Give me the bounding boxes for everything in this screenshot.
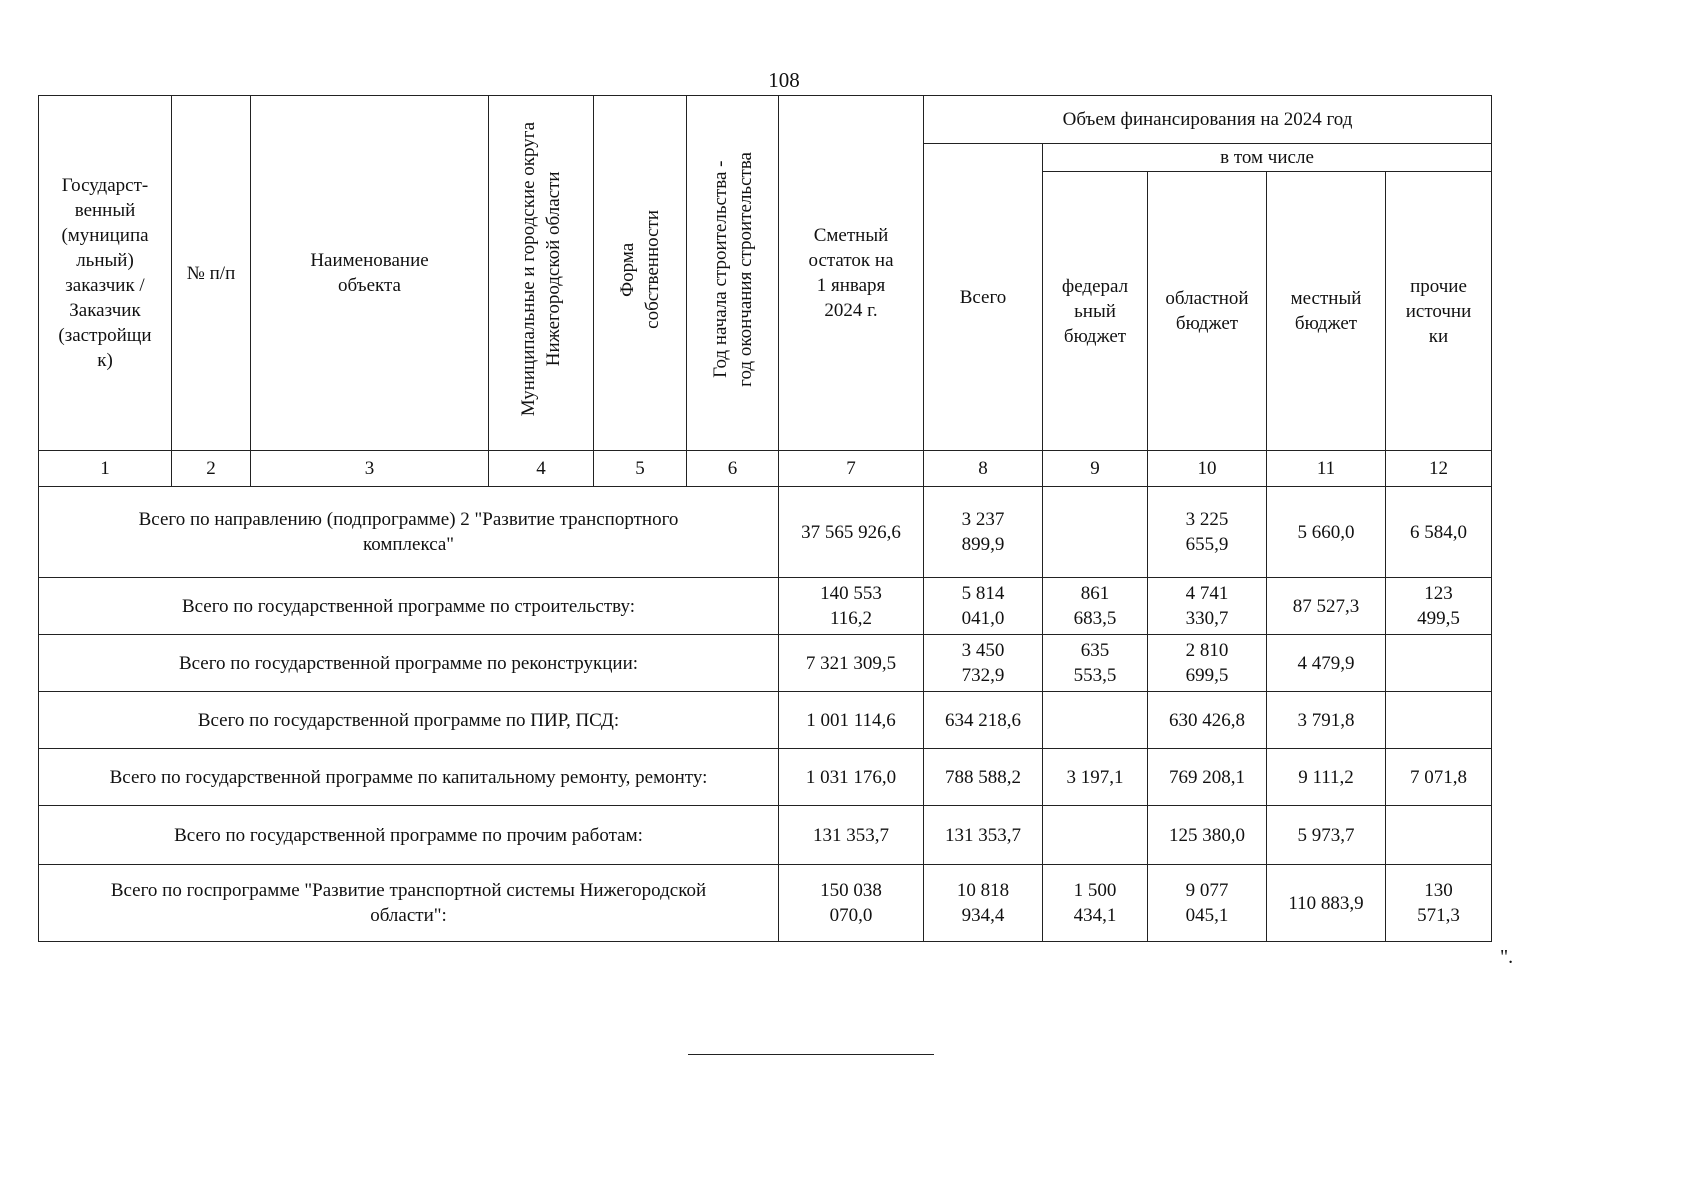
cell-federal xyxy=(1043,692,1148,749)
cell-local: 9 111,2 xyxy=(1267,749,1386,806)
footer-separator-line xyxy=(688,1054,934,1055)
column-number: 3 xyxy=(251,451,489,487)
cell-local: 5 660,0 xyxy=(1267,487,1386,578)
table-row xyxy=(39,635,1492,692)
column-number: 4 xyxy=(489,451,594,487)
row-label: Всего по государственной программе по капитальному ремонту, ремонту: xyxy=(39,749,779,806)
header-including: в том числе xyxy=(1043,144,1492,172)
column-number: 5 xyxy=(594,451,687,487)
column-number: 7 xyxy=(779,451,924,487)
cell-other xyxy=(1386,635,1492,692)
header-number: № п/п xyxy=(172,96,251,451)
header-object-name: Наименование объекта xyxy=(251,96,489,451)
table-row xyxy=(39,806,1492,865)
cell-federal: 3 197,1 xyxy=(1043,749,1148,806)
cell-other xyxy=(1386,692,1492,749)
cell-other: 130 571,3 xyxy=(1386,865,1492,942)
cell-total: 3 450 732,9 xyxy=(924,635,1043,692)
table-row xyxy=(39,578,1492,635)
header-construction-years-text: Год начала строительства - год окончания строительства xyxy=(709,152,756,387)
row-label: Всего по государственной программе по строительству: xyxy=(39,578,779,635)
column-number: 1 xyxy=(39,451,172,487)
column-numbers-row xyxy=(39,451,1492,487)
column-number: 11 xyxy=(1267,451,1386,487)
cell-regional: 4 741 330,7 xyxy=(1148,578,1267,635)
cell-local: 5 973,7 xyxy=(1267,806,1386,865)
header-municipalities xyxy=(489,96,594,451)
header-construction-years xyxy=(687,96,779,451)
cell-remainder: 1 001 114,6 xyxy=(779,692,924,749)
cell-regional: 630 426,8 xyxy=(1148,692,1267,749)
row-label: Всего по государственной программе по ПИР, ПСД: xyxy=(39,692,779,749)
column-number: 8 xyxy=(924,451,1043,487)
header-total: Всего xyxy=(924,144,1043,451)
cell-total: 5 814 041,0 xyxy=(924,578,1043,635)
column-number: 10 xyxy=(1148,451,1267,487)
cell-regional: 2 810 699,5 xyxy=(1148,635,1267,692)
row-label: Всего по государственной программе по прочим работам: xyxy=(39,806,779,865)
cell-other: 7 071,8 xyxy=(1386,749,1492,806)
cell-total: 131 353,7 xyxy=(924,806,1043,865)
table-row xyxy=(39,865,1492,942)
cell-other: 6 584,0 xyxy=(1386,487,1492,578)
cell-total: 788 588,2 xyxy=(924,749,1043,806)
row-label: Всего по направлению (подпрограмме) 2 "Развитие транспортного комплекса" xyxy=(39,487,779,578)
table-row xyxy=(39,692,1492,749)
column-number: 6 xyxy=(687,451,779,487)
column-number: 12 xyxy=(1386,451,1492,487)
cell-local: 87 527,3 xyxy=(1267,578,1386,635)
cell-federal: 1 500 434,1 xyxy=(1043,865,1148,942)
financing-table xyxy=(38,95,1492,942)
cell-other: 123 499,5 xyxy=(1386,578,1492,635)
cell-other xyxy=(1386,806,1492,865)
header-regional-budget: областной бюджет xyxy=(1148,172,1267,451)
header-ownership-form xyxy=(594,96,687,451)
header-other-sources: прочие источни ки xyxy=(1386,172,1492,451)
header-municipalities-text: Муниципальные и городские округа Нижегородской области xyxy=(518,122,564,417)
cell-local: 4 479,9 xyxy=(1267,635,1386,692)
cell-regional: 769 208,1 xyxy=(1148,749,1267,806)
cell-remainder: 1 031 176,0 xyxy=(779,749,924,806)
row-label: Всего по государственной программе по реконструкции: xyxy=(39,635,779,692)
column-number: 2 xyxy=(172,451,251,487)
cell-federal xyxy=(1043,806,1148,865)
table-row xyxy=(39,487,1492,578)
cell-regional: 3 225 655,9 xyxy=(1148,487,1267,578)
cell-remainder: 37 565 926,6 xyxy=(779,487,924,578)
header-federal-budget: федерал ьный бюджет xyxy=(1043,172,1148,451)
header-local-budget: местный бюджет xyxy=(1267,172,1386,451)
cell-local: 3 791,8 xyxy=(1267,692,1386,749)
cell-regional: 125 380,0 xyxy=(1148,806,1267,865)
cell-local: 110 883,9 xyxy=(1267,865,1386,942)
cell-remainder: 131 353,7 xyxy=(779,806,924,865)
header-estimate-remainder: Сметный остаток на 1 января 2024 г. xyxy=(779,96,924,451)
cell-federal: 635 553,5 xyxy=(1043,635,1148,692)
cell-federal xyxy=(1043,487,1148,578)
cell-total: 634 218,6 xyxy=(924,692,1043,749)
column-number: 9 xyxy=(1043,451,1148,487)
header-financing-group: Объем финансирования на 2024 год xyxy=(924,96,1492,144)
cell-total: 3 237 899,9 xyxy=(924,487,1043,578)
cell-total: 10 818 934,4 xyxy=(924,865,1043,942)
header-customer: Государст- венный (муниципа льный) заказчик / Заказчик (застройщи к) xyxy=(39,96,172,451)
cell-remainder: 140 553 116,2 xyxy=(779,578,924,635)
page-number: 108 xyxy=(768,68,800,92)
table-row xyxy=(39,749,1492,806)
cell-remainder: 7 321 309,5 xyxy=(779,635,924,692)
header-ownership-form-text: Форма собственности xyxy=(617,210,663,329)
closing-quote: ". xyxy=(1500,946,1514,968)
cell-remainder: 150 038 070,0 xyxy=(779,865,924,942)
cell-regional: 9 077 045,1 xyxy=(1148,865,1267,942)
row-label: Всего по госпрограмме "Развитие транспортной системы Нижегородской области": xyxy=(39,865,779,942)
cell-federal: 861 683,5 xyxy=(1043,578,1148,635)
